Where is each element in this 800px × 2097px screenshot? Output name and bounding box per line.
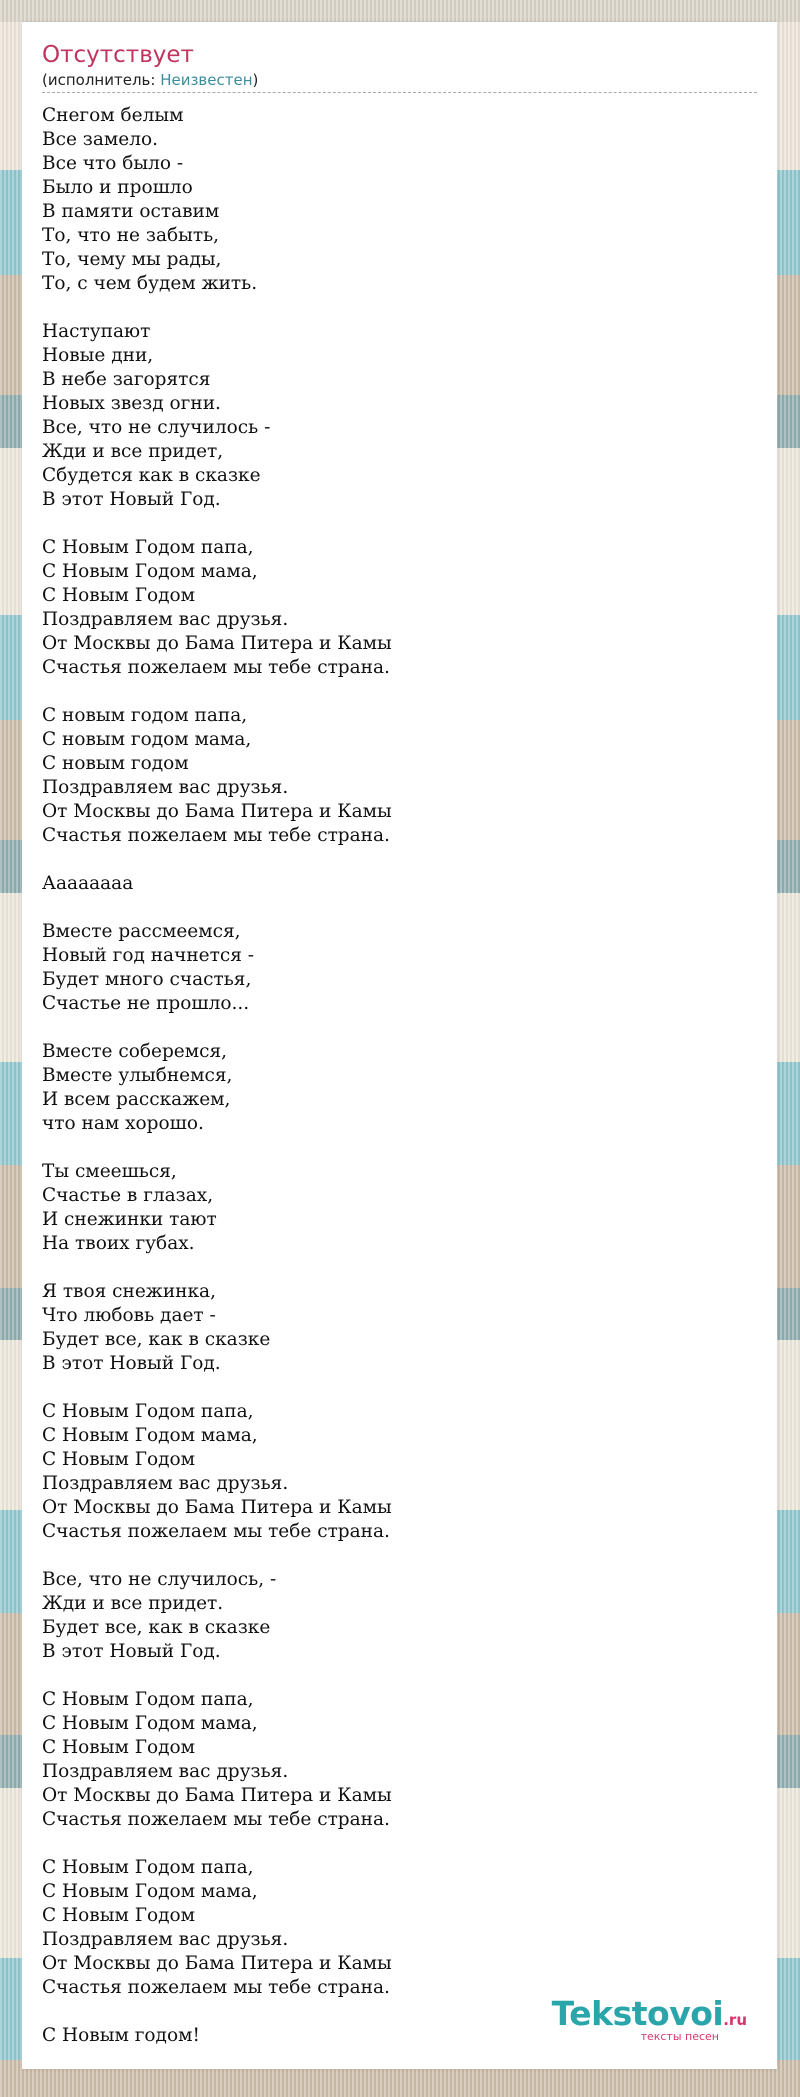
artist-line <box>42 70 757 93</box>
lyric-line: С Новым Годом мама, <box>42 561 258 582</box>
lyric-line: С Новым Годом мама, <box>42 1713 258 1734</box>
lyric-line: С Новым Годом мама, <box>42 1881 258 1902</box>
lyric-line: Все, что не случилось - <box>42 417 271 438</box>
lyric-line: С Новым Годом мама, <box>42 1425 258 1446</box>
lyric-line: С новым годом мама, <box>42 729 252 750</box>
lyric-blank-line <box>42 1256 757 1280</box>
lyric-line: С Новым Годом <box>42 585 196 606</box>
lyric-line: Ааааааaa <box>42 873 134 894</box>
logo-tld: .ru <box>723 2011 747 2029</box>
artist-link[interactable]: Неизвестен <box>160 71 253 89</box>
lyric-line: Новый год начнется - <box>42 945 254 966</box>
lyric-line: Счастья пожелаем мы тебе страна. <box>42 657 390 678</box>
artist-suffix: ) <box>252 71 259 89</box>
lyric-line: Все, что не случилось, - <box>42 1569 277 1590</box>
lyric-line: Поздравляем вас друзья. <box>42 609 289 630</box>
lyric-blank-line <box>42 1016 757 1040</box>
lyric-line: Счастья пожелаем мы тебе страна. <box>42 1809 390 1830</box>
logo-name: Tekstovoi <box>551 1994 724 2033</box>
lyric-blank-line <box>42 1136 757 1160</box>
lyric-line: Счастья пожелаем мы тебе страна. <box>42 1521 390 1542</box>
lyric-line: Вместе рассмеемся, <box>42 921 241 942</box>
lyric-blank-line <box>42 1832 757 1856</box>
lyric-line: С Новым годом! <box>42 2025 200 2046</box>
lyric-line: Счастья пожелаем мы тебе страна. <box>42 825 390 846</box>
lyric-line: Счастье не прошло... <box>42 993 250 1014</box>
site-logo[interactable] <box>551 1994 747 2043</box>
lyric-line: С Новым Годом <box>42 1449 196 1470</box>
logo-tagline: тексты песен <box>640 2030 719 2043</box>
lyric-line: Новых звезд огни. <box>42 393 221 414</box>
lyric-line: Новые дни, <box>42 345 154 366</box>
lyric-line: Будет все, как в сказке <box>42 1329 271 1350</box>
lyric-line: Что любовь дает - <box>42 1305 216 1326</box>
lyric-line: Будет много счастья, <box>42 969 252 990</box>
lyric-line: Я твоя снежинка, <box>42 1281 216 1302</box>
lyric-line: В этот Новый Год. <box>42 1641 221 1662</box>
lyric-line: С Новым Годом <box>42 1737 196 1758</box>
lyric-line: И снежинки тают <box>42 1209 217 1230</box>
lyric-line: На твоих губах. <box>42 1233 195 1254</box>
lyric-line: Счастье в глазах, <box>42 1185 214 1206</box>
lyric-line: Жди и все придет. <box>42 1593 224 1614</box>
lyric-blank-line <box>42 1544 757 1568</box>
lyric-line: То, с чем будем жить. <box>42 273 258 294</box>
lyric-line: Снегом белым <box>42 105 184 126</box>
lyric-line: Все что было - <box>42 153 184 174</box>
lyric-line: С новым годом <box>42 753 189 774</box>
lyric-blank-line <box>42 680 757 704</box>
lyric-line: Наступают <box>42 321 151 342</box>
lyric-line: С новым годом папа, <box>42 705 248 726</box>
lyric-line: От Москвы до Бама Питера и Камы <box>42 1497 392 1518</box>
lyric-line: В небе загорятся <box>42 369 211 390</box>
lyric-line: Счастья пожелаем мы тебе страна. <box>42 1977 390 1998</box>
artist-prefix: (исполнитель: <box>42 71 161 89</box>
lyric-line: С Новым Годом <box>42 1905 196 1926</box>
lyric-line: Поздравляем вас друзья. <box>42 1473 289 1494</box>
lyric-line: С Новым Годом папа, <box>42 537 254 558</box>
lyric-line: От Москвы до Бама Питера и Камы <box>42 801 392 822</box>
lyric-line: В памяти оставим <box>42 201 220 222</box>
lyric-blank-line <box>42 896 757 920</box>
lyric-line: Ты смеешься, <box>42 1161 177 1182</box>
lyric-line: И всем расскажем, <box>42 1089 231 1110</box>
lyrics-card <box>22 22 777 2069</box>
lyric-line: Поздравляем вас друзья. <box>42 1761 289 1782</box>
lyric-line: С Новым Годом папа, <box>42 1689 254 1710</box>
lyric-blank-line <box>42 512 757 536</box>
lyric-line: В этот Новый Год. <box>42 489 221 510</box>
lyric-blank-line <box>42 848 757 872</box>
lyric-line: То, что не забыть, <box>42 225 220 246</box>
lyric-line: Было и прошло <box>42 177 193 198</box>
lyric-line: То, чему мы рады, <box>42 249 222 270</box>
lyric-line: От Москвы до Бама Питера и Камы <box>42 1785 392 1806</box>
lyric-blank-line <box>42 1664 757 1688</box>
lyric-line: Сбудется как в сказке <box>42 465 261 486</box>
lyric-line: В этот Новый Год. <box>42 1353 221 1374</box>
lyric-line: От Москвы до Бама Питера и Камы <box>42 633 392 654</box>
lyric-line: что нам хорошо. <box>42 1113 204 1134</box>
lyric-line: От Москвы до Бама Питера и Камы <box>42 1953 392 1974</box>
lyrics-text <box>42 104 757 2048</box>
lyric-line: Поздравляем вас друзья. <box>42 777 289 798</box>
lyric-line: Поздравляем вас друзья. <box>42 1929 289 1950</box>
lyric-line: С Новым Годом папа, <box>42 1857 254 1878</box>
lyric-line: Жди и все придет, <box>42 441 224 462</box>
lyric-line: Вместе соберемся, <box>42 1041 228 1062</box>
lyric-line: С Новым Годом папа, <box>42 1401 254 1422</box>
lyric-blank-line <box>42 296 757 320</box>
lyric-line: Будет все, как в сказке <box>42 1617 271 1638</box>
lyric-blank-line <box>42 1376 757 1400</box>
song-title: Отсутствует <box>42 42 194 68</box>
lyric-line: Вместе улыбнемся, <box>42 1065 233 1086</box>
lyric-line: Все замело. <box>42 129 159 150</box>
